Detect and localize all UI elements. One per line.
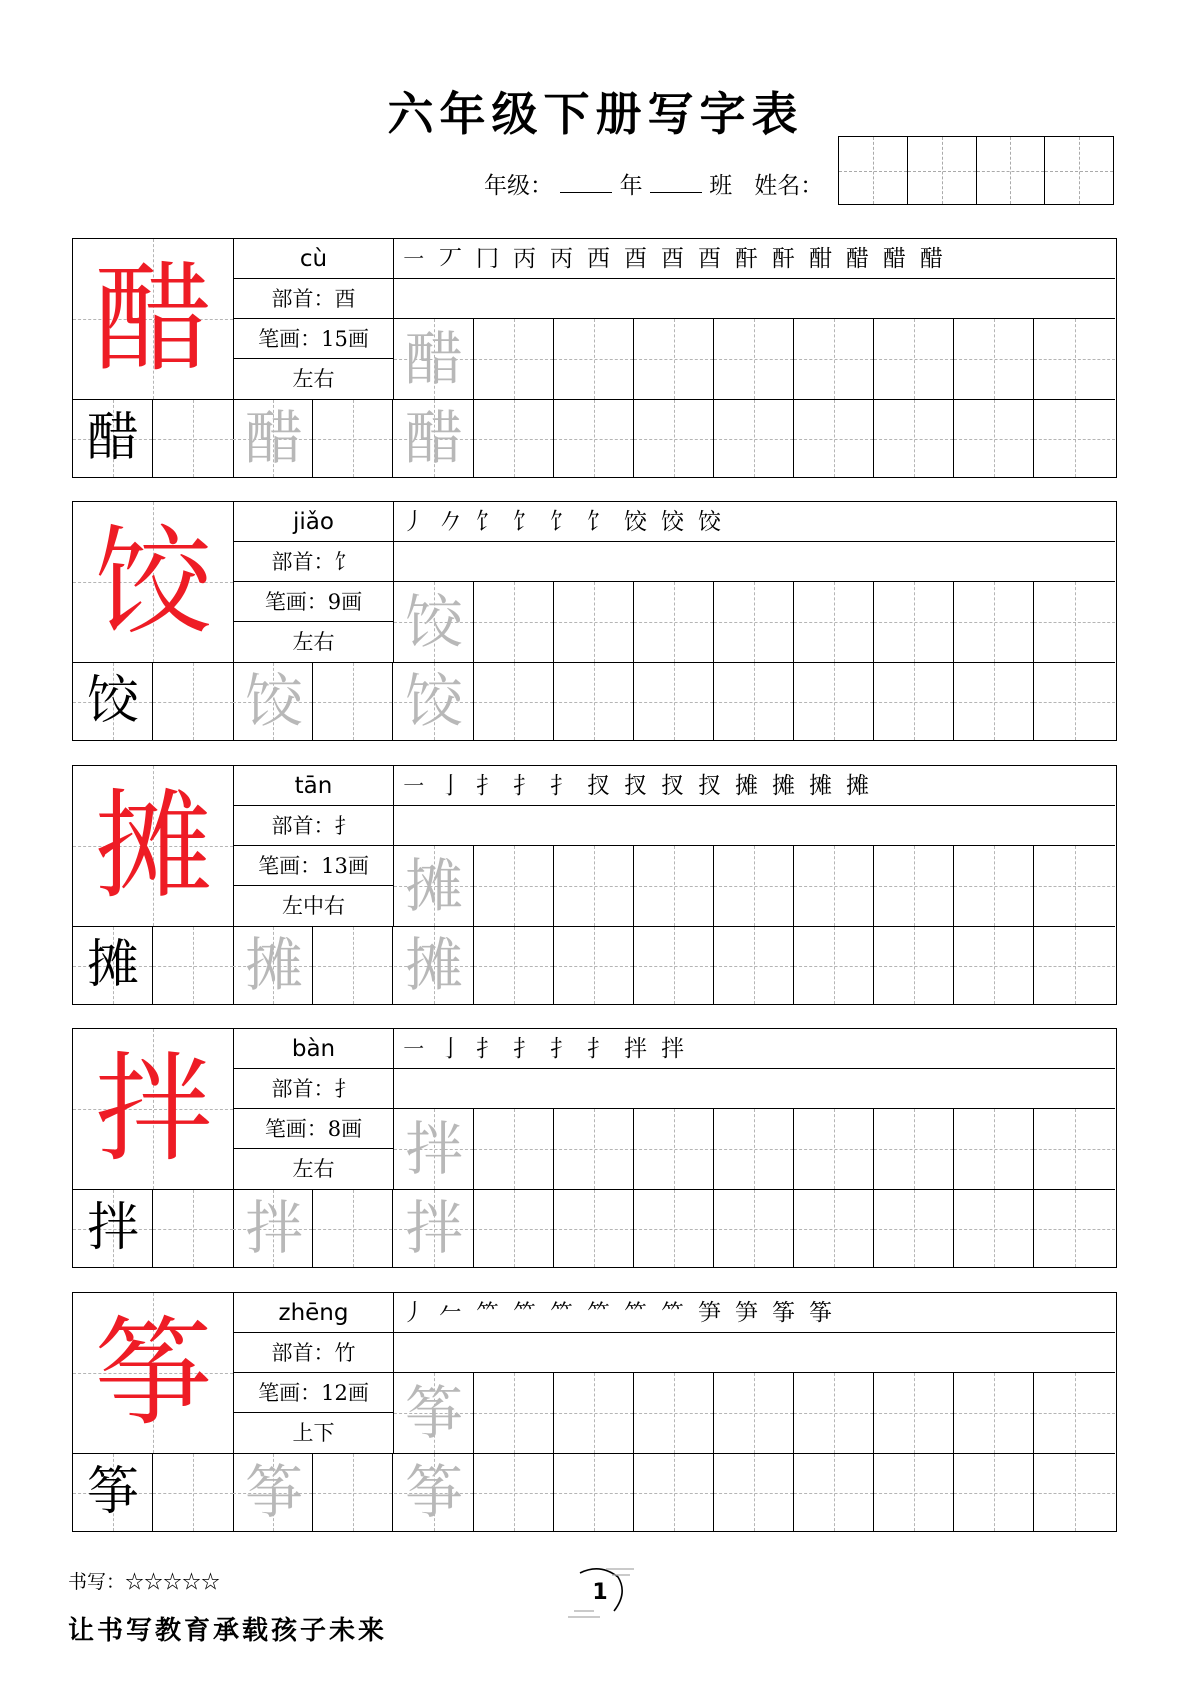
stroke-count: 笔画：12画 — [234, 1373, 393, 1413]
pinyin: tān — [234, 766, 393, 806]
reference-character: 拌 — [86, 1198, 139, 1258]
stroke-step: 𠂊 — [439, 509, 462, 535]
practice-square[interactable] — [794, 846, 874, 926]
practice-square[interactable] — [714, 846, 794, 926]
stroke-step: ⺮ — [550, 1300, 573, 1326]
class-suffix: 班 — [709, 173, 733, 199]
practice-row — [394, 319, 1115, 400]
practice-square[interactable] — [954, 1190, 1034, 1267]
practice-square[interactable] — [954, 319, 1034, 399]
stroke-step: 酉 — [624, 246, 647, 272]
reference-character: 醋 — [86, 408, 139, 468]
score-rating: 书写：☆☆☆☆☆ — [68, 1571, 221, 1593]
slogan: 让书写教育承载孩子未来 — [68, 1616, 388, 1646]
stroke-step: ㇐ — [402, 1036, 425, 1062]
practice-square[interactable] — [714, 1373, 794, 1453]
name-box[interactable] — [839, 137, 908, 204]
radical: 部首：饣 — [234, 542, 393, 582]
stroke-step: 拌 — [661, 1036, 684, 1062]
stroke-step: 西 — [587, 246, 610, 272]
stroke-step: 饺 — [698, 509, 721, 535]
name-writing-boxes[interactable] — [838, 136, 1114, 205]
practice-square[interactable] — [954, 927, 1034, 1004]
practice-square[interactable] — [874, 1454, 954, 1531]
stroke-step: 扠 — [661, 773, 684, 799]
structure: 左右 — [292, 1157, 335, 1181]
practice-square[interactable] — [634, 1109, 714, 1189]
practice-square[interactable] — [874, 927, 954, 1004]
stroke-step: 饺 — [661, 509, 684, 535]
structure: 左中右 — [282, 894, 345, 918]
practice-square[interactable] — [153, 1190, 234, 1267]
name-box[interactable] — [908, 137, 977, 204]
trace-character: 醋 — [404, 404, 463, 472]
practice-square[interactable] — [554, 1454, 634, 1531]
model-character: 醋 — [94, 250, 213, 388]
practice-square[interactable] — [1034, 846, 1115, 926]
stroke-step: 饣 — [550, 509, 573, 535]
character-block — [72, 238, 1117, 478]
practice-square[interactable] — [874, 1373, 954, 1453]
practice-square[interactable] — [474, 1454, 554, 1531]
practice-square[interactable] — [714, 582, 794, 662]
practice-square[interactable] — [794, 1454, 874, 1531]
practice-square[interactable] — [634, 663, 714, 740]
practice-square[interactable] — [474, 319, 554, 399]
year-blank[interactable] — [560, 174, 612, 193]
practice-square[interactable] — [714, 663, 794, 740]
trace-character: 摊 — [404, 931, 463, 999]
model-character: 筝 — [94, 1304, 213, 1442]
practice-square[interactable] — [554, 1109, 634, 1189]
stroke-step: 饺 — [624, 509, 647, 535]
practice-square[interactable] — [474, 1190, 554, 1267]
practice-square[interactable] — [874, 319, 954, 399]
practice-row — [394, 927, 1115, 1004]
pinyin: cù — [234, 239, 393, 279]
practice-square[interactable] — [714, 319, 794, 399]
practice-square[interactable] — [554, 846, 634, 926]
char-info — [234, 1029, 394, 1190]
stroke-step: 摊 — [809, 773, 832, 799]
pinyin: bàn — [234, 1029, 393, 1069]
practice-square[interactable] — [474, 1373, 554, 1453]
trace-character: 拌 — [244, 1194, 303, 1262]
stroke-step: 扌 — [550, 1036, 573, 1062]
practice-row — [394, 1454, 1115, 1531]
practice-square[interactable] — [313, 1190, 393, 1267]
lower-left-practice — [73, 663, 394, 740]
practice-square[interactable] — [1034, 582, 1115, 662]
name-label: 姓名： — [754, 173, 824, 199]
pinyin: jiǎo — [234, 502, 393, 542]
practice-square[interactable] — [874, 582, 954, 662]
practice-square[interactable] — [794, 582, 874, 662]
stroke-step: 酐 — [735, 246, 758, 272]
stroke-step: 酉 — [661, 246, 684, 272]
grade-label: 年级： — [484, 173, 553, 199]
lower-left-practice — [73, 400, 394, 477]
stroke-order — [394, 502, 1115, 542]
practice-square[interactable] — [794, 1109, 874, 1189]
practice-square[interactable] — [794, 1190, 874, 1267]
character-block — [72, 501, 1117, 741]
stroke-step: 扠 — [624, 773, 647, 799]
practice-square[interactable] — [874, 846, 954, 926]
practice-row — [394, 1109, 1115, 1190]
trace-character: 筝 — [244, 1458, 303, 1526]
practice-square[interactable] — [954, 663, 1034, 740]
trace-character: 醋 — [244, 404, 303, 472]
stroke-step: 摊 — [735, 773, 758, 799]
practice-square[interactable] — [1034, 319, 1115, 399]
stroke-order — [394, 1029, 1115, 1069]
stroke-step: 酣 — [809, 246, 832, 272]
practice-square[interactable] — [1034, 1373, 1115, 1453]
stroke-order — [394, 1293, 1115, 1333]
stroke-step: 饣 — [587, 509, 610, 535]
stroke-step: ⺮ — [513, 1300, 536, 1326]
stroke-step: 扌 — [550, 773, 573, 799]
stroke-order — [394, 766, 1115, 806]
practice-square[interactable] — [1034, 1190, 1115, 1267]
practice-square[interactable] — [554, 319, 634, 399]
practice-square[interactable] — [954, 582, 1034, 662]
character-block — [72, 1292, 1117, 1532]
model-character: 饺 — [94, 513, 213, 651]
practice-square[interactable] — [874, 663, 954, 740]
stroke-step: 扌 — [587, 1036, 610, 1062]
practice-square[interactable] — [874, 400, 954, 477]
practice-square[interactable] — [554, 1190, 634, 1267]
practice-square[interactable] — [634, 846, 714, 926]
stroke-count: 笔画：8画 — [234, 1109, 393, 1149]
structure: 左右 — [292, 367, 335, 391]
practice-square[interactable] — [313, 927, 393, 1004]
blank-row — [394, 1069, 1115, 1109]
stroke-step: 摊 — [772, 773, 795, 799]
stroke-step: ⺮ — [587, 1300, 610, 1326]
practice-square[interactable] — [153, 1454, 234, 1531]
practice-square[interactable] — [1034, 927, 1115, 1004]
practice-square[interactable] — [554, 582, 634, 662]
stroke-step: 扠 — [698, 773, 721, 799]
practice-square[interactable] — [313, 400, 393, 477]
stroke-step: 酐 — [772, 246, 795, 272]
trace-character: 饺 — [244, 667, 303, 735]
stroke-step: 筝 — [772, 1300, 795, 1326]
lower-left-practice — [73, 1454, 394, 1531]
practice-square[interactable] — [153, 663, 234, 740]
practice-square[interactable] — [313, 663, 393, 740]
stroke-step: ⺮ — [661, 1300, 684, 1326]
stroke-step: ㇐ — [402, 773, 425, 799]
trace-character: 醋 — [404, 325, 463, 393]
practice-square[interactable] — [794, 319, 874, 399]
practice-square[interactable] — [634, 1454, 714, 1531]
stroke-count: 笔画：15画 — [234, 319, 393, 359]
char-info — [234, 502, 394, 663]
char-info — [234, 239, 394, 400]
character-block — [72, 765, 1117, 1005]
structure: 左右 — [292, 630, 335, 654]
practice-square[interactable] — [634, 927, 714, 1004]
practice-square[interactable] — [554, 927, 634, 1004]
stroke-step: 醋 — [846, 246, 869, 272]
stroke-step: 丙 — [550, 246, 573, 272]
practice-square[interactable] — [794, 400, 874, 477]
name-box[interactable] — [977, 137, 1046, 204]
trace-character: 拌 — [404, 1194, 463, 1262]
model-character: 拌 — [94, 1040, 213, 1178]
practice-square[interactable] — [794, 663, 874, 740]
practice-square[interactable] — [1034, 1454, 1115, 1531]
lower-left-practice — [73, 1190, 394, 1267]
practice-row — [394, 400, 1115, 477]
practice-square[interactable] — [714, 1454, 794, 1531]
practice-square[interactable] — [474, 582, 554, 662]
practice-square[interactable] — [153, 400, 234, 477]
stroke-step: 亅 — [439, 1036, 462, 1062]
stroke-step: 丆 — [439, 246, 462, 272]
stroke-count: 笔画：13画 — [234, 846, 393, 886]
stroke-step: 冂 — [476, 246, 499, 272]
stroke-step: 扌 — [476, 773, 499, 799]
practice-square[interactable] — [474, 400, 554, 477]
practice-row — [394, 663, 1115, 740]
stroke-step: 饣 — [513, 509, 536, 535]
practice-square[interactable] — [794, 1373, 874, 1453]
practice-square[interactable] — [1034, 1109, 1115, 1189]
practice-square[interactable] — [794, 927, 874, 1004]
character-block — [72, 1028, 1117, 1268]
practice-square[interactable] — [634, 319, 714, 399]
reference-character: 筝 — [86, 1462, 139, 1522]
radical: 部首：扌 — [234, 806, 393, 846]
pinyin: zhēng — [234, 1293, 393, 1333]
practice-square[interactable] — [153, 927, 234, 1004]
student-info-line — [484, 167, 823, 200]
radical: 部首：竹 — [234, 1333, 393, 1373]
practice-square[interactable] — [634, 582, 714, 662]
radical: 部首：扌 — [234, 1069, 393, 1109]
trace-character: 摊 — [404, 852, 463, 920]
stroke-step: 醋 — [883, 246, 906, 272]
lower-left-practice — [73, 927, 394, 1004]
practice-square[interactable] — [554, 663, 634, 740]
stroke-step: 摊 — [846, 773, 869, 799]
practice-square[interactable] — [714, 1190, 794, 1267]
trace-character: 饺 — [404, 667, 463, 735]
practice-square[interactable] — [313, 1454, 393, 1531]
practice-square[interactable] — [714, 927, 794, 1004]
stroke-step: 扌 — [513, 1036, 536, 1062]
practice-square[interactable] — [474, 663, 554, 740]
trace-character: 拌 — [404, 1115, 463, 1183]
practice-square[interactable] — [474, 927, 554, 1004]
name-box[interactable] — [1045, 137, 1113, 204]
blank-row — [394, 1333, 1115, 1373]
stroke-step: 丿 — [402, 1300, 425, 1326]
trace-character: 筝 — [404, 1379, 463, 1447]
practice-square[interactable] — [1034, 663, 1115, 740]
practice-square[interactable] — [874, 1109, 954, 1189]
trace-character: 饺 — [404, 588, 463, 656]
model-character: 摊 — [94, 777, 213, 915]
blank-row — [394, 279, 1115, 319]
practice-square[interactable] — [954, 400, 1034, 477]
stroke-step: 丙 — [513, 246, 536, 272]
stroke-step: 𠂉 — [439, 1300, 462, 1326]
blank-row — [394, 542, 1115, 582]
stroke-step: ⺮ — [476, 1300, 499, 1326]
stroke-order — [394, 239, 1115, 279]
stroke-count: 笔画：9画 — [234, 582, 393, 622]
class-blank[interactable] — [650, 174, 702, 193]
stroke-step: 笋 — [735, 1300, 758, 1326]
page-number: 1 — [592, 1580, 608, 1605]
stroke-step: 亅 — [439, 773, 462, 799]
practice-square[interactable] — [474, 846, 554, 926]
char-info — [234, 766, 394, 927]
practice-row — [394, 1373, 1115, 1454]
practice-square[interactable] — [634, 1373, 714, 1453]
radical: 部首：酉 — [234, 279, 393, 319]
practice-square[interactable] — [954, 1454, 1034, 1531]
practice-square[interactable] — [874, 1190, 954, 1267]
stroke-step: 拌 — [624, 1036, 647, 1062]
stroke-step: ㇐ — [402, 246, 425, 272]
structure: 上下 — [292, 1421, 335, 1445]
practice-square[interactable] — [634, 400, 714, 477]
practice-square[interactable] — [1034, 400, 1115, 477]
stroke-step: 饣 — [476, 509, 499, 535]
reference-character: 饺 — [86, 671, 139, 731]
practice-row — [394, 582, 1115, 663]
stroke-step: 醋 — [920, 246, 943, 272]
practice-square[interactable] — [554, 1373, 634, 1453]
stroke-step: ⺮ — [624, 1300, 647, 1326]
trace-character: 摊 — [244, 931, 303, 999]
stroke-step: 扠 — [587, 773, 610, 799]
page-title: 六年级下册写字表 — [387, 87, 804, 141]
char-info — [234, 1293, 394, 1454]
practice-square[interactable] — [954, 846, 1034, 926]
practice-square[interactable] — [554, 400, 634, 477]
year-suffix: 年 — [619, 173, 643, 199]
trace-character: 筝 — [404, 1458, 463, 1526]
practice-square[interactable] — [954, 1109, 1034, 1189]
stroke-step: 筝 — [809, 1300, 832, 1326]
practice-square[interactable] — [474, 1109, 554, 1189]
practice-square[interactable] — [714, 1109, 794, 1189]
practice-row — [394, 1190, 1115, 1267]
reference-character: 摊 — [86, 935, 139, 995]
practice-square[interactable] — [714, 400, 794, 477]
stroke-step: 丿 — [402, 509, 425, 535]
stroke-step: 笋 — [698, 1300, 721, 1326]
stroke-step: 酉 — [698, 246, 721, 272]
blank-row — [394, 806, 1115, 846]
practice-square[interactable] — [634, 1190, 714, 1267]
practice-square[interactable] — [954, 1373, 1034, 1453]
stroke-step: 扌 — [513, 773, 536, 799]
stroke-step: 扌 — [476, 1036, 499, 1062]
practice-row — [394, 846, 1115, 927]
